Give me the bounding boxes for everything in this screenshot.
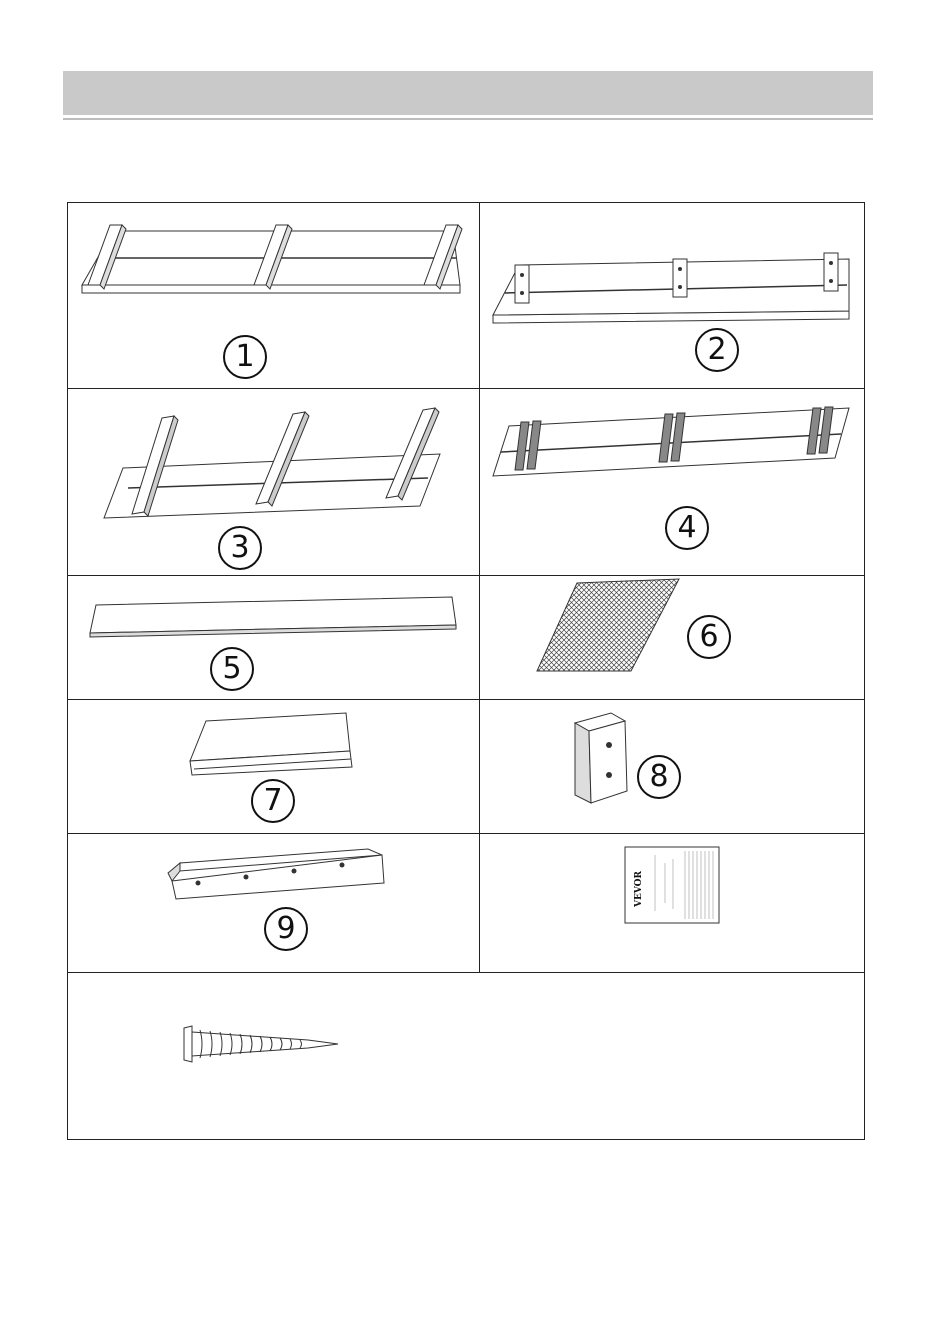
mesh-sheet-image (479, 575, 865, 699)
part-number-2: 2 (695, 328, 739, 372)
part-number-1: 1 (223, 335, 267, 379)
part-cell-9 (68, 833, 479, 972)
part-number-5: 5 (210, 647, 254, 691)
part-cell-3 (68, 388, 479, 575)
part-cell-manual (479, 833, 865, 972)
part-cell-8 (479, 699, 865, 833)
part-number-8: 8 (637, 755, 681, 799)
part-number-3: 3 (218, 526, 262, 570)
part-cell-screw (68, 972, 864, 1139)
parts-list-table (67, 202, 865, 1140)
panel-with-rails-image (68, 388, 479, 575)
manual-brand-text: VEVOR (634, 871, 644, 907)
rail-with-holes-image (68, 833, 479, 972)
part-cell-4 (479, 388, 865, 575)
part-cell-2 (479, 203, 865, 388)
instruction-manual-image (479, 833, 865, 972)
part-number-7: 7 (251, 779, 295, 823)
panel-with-brackets-image (479, 203, 865, 388)
part-number-4: 4 (665, 506, 709, 550)
plank-image (68, 575, 479, 699)
part-number-9: 9 (264, 907, 308, 951)
part-cell-7 (68, 699, 479, 833)
panel-with-cleats-image (68, 203, 479, 388)
header-divider (63, 118, 873, 120)
section-header-bar (63, 71, 873, 115)
part-cell-6 (479, 575, 865, 699)
panel-with-double-rails-image (479, 388, 865, 575)
part-number-6: 6 (687, 615, 731, 659)
part-cell-5 (68, 575, 479, 699)
screw-image (68, 972, 864, 1139)
part-cell-1 (68, 203, 479, 388)
